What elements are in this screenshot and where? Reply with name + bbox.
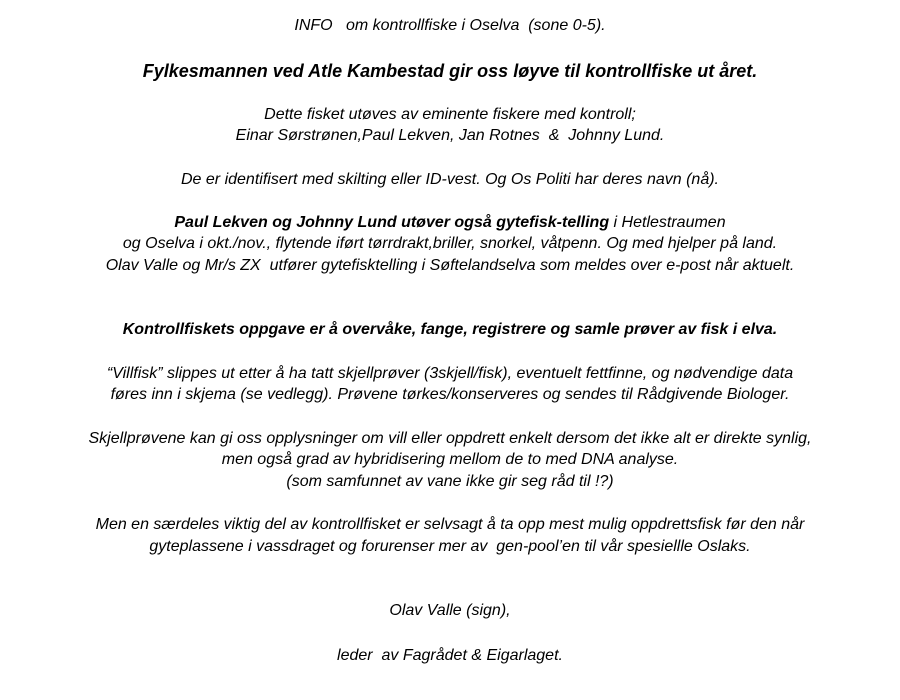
farmed-line-2: gyteplassene i vassdraget og forurenser mer av gen-pool’en til vår spesiellle Oslaks. [149, 538, 751, 555]
scales-line-1: Skjellprøvene kan gi oss opplysninger om vill eller oppdrett enkelt dersom det ikke alt er direkte synlig, [88, 430, 812, 447]
spawning-line-2: og Oselva i okt./nov., flytende iført tørrdrakt,briller, snorkel, våtpenn. Og med hjelper på land. [122, 235, 778, 252]
signature-name: Olav Valle (sign), [389, 602, 511, 619]
wildfish-line-1: “Villfisk” slippes ut etter å ha tatt skjellprøver (3skjell/fisk), eventuelt fettfinne, og nødvendige data [106, 365, 794, 382]
info-header: INFO om kontrollfiske i Oselva (sone 0-5). [294, 17, 606, 34]
task-heading: Kontrollfiskets oppgave er å overvåke, fange, registrere og samle prøver av fisk i elva. [122, 321, 778, 338]
spawning-rest-text: i Hetlestraumen [609, 214, 726, 231]
spawning-line-1 [0, 213, 900, 233]
fishers-intro: Dette fisket utøves av eminente fiskere med kontroll; [264, 106, 636, 123]
scales-line-3: (som samfunnet av vane ikke gir seg råd til !?) [286, 473, 614, 490]
spawning-bold-text: Paul Lekven og Johnny Lund utøver også gytefisk-telling [174, 214, 610, 231]
spawning-line-3: Olav Valle og Mr/s ZX utfører gytefisktelling i Søftelandselva som meldes over e-post når aktuelt. [105, 257, 795, 274]
scales-line-2: men også grad av hybridisering mellom de to med DNA analyse. [221, 451, 679, 468]
signature-role: leder av Fagrådet & Eigarlaget. [337, 647, 563, 664]
fishers-names: Einar Sørstrønen,Paul Lekven, Jan Rotnes & Johnny Lund. [235, 127, 665, 144]
permission-heading: Fylkesmannen ved Atle Kambestad gir oss løyve til kontrollfiske ut året. [142, 61, 758, 81]
identification-text: De er identifisert med skilting eller ID-vest. Og Os Politi har deres navn (nå). [181, 171, 719, 188]
wildfish-line-2: føres inn i skjema (se vedlegg). Prøvene tørkes/konserveres og sendes til Rådgivende Biologer. [110, 386, 790, 403]
farmed-line-1: Men en særdeles viktig del av kontrollfisket er selvsagt å ta opp mest mulig oppdrettsfisk før den når [95, 516, 805, 533]
